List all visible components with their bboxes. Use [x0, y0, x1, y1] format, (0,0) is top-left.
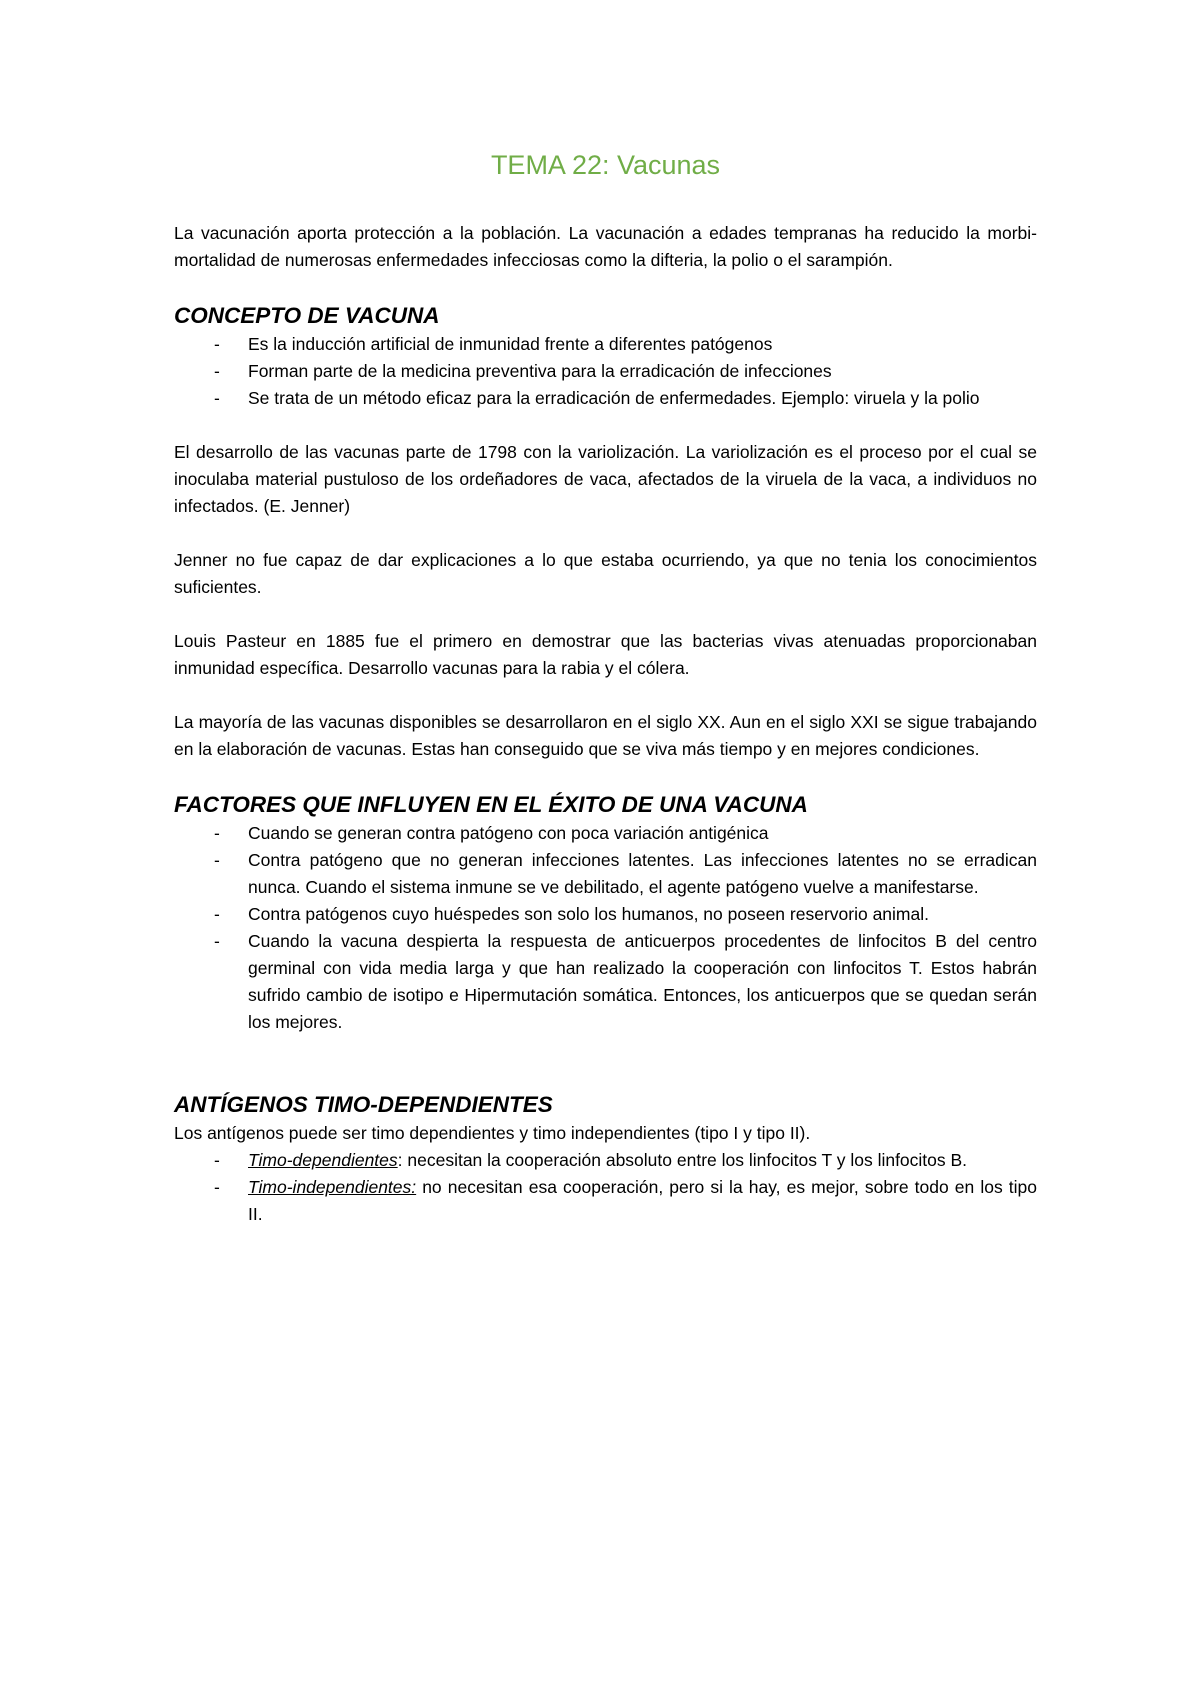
dash-bullet: - [214, 1150, 220, 1170]
list-item: - Se trata de un método eficaz para la erradicación de enfermedades. Ejemplo: viruela y la polio [174, 385, 1037, 412]
section-heading-factores: FACTORES QUE INFLUYEN EN EL ÉXITO DE UNA VACUNA [174, 792, 808, 817]
factores-list [174, 820, 1037, 1036]
section-heading-antigenos: ANTÍGENOS TIMO-DEPENDIENTES [174, 1092, 553, 1117]
dash-bullet: - [214, 361, 220, 381]
dash-bullet: - [214, 1177, 220, 1197]
list-item: - Timo-independientes: no necesitan esa cooperación, pero si la hay, es mejor, sobre todo en los tipo II. [174, 1174, 1037, 1228]
spacer [174, 274, 1037, 301]
list-item: - Cuando la vacuna despierta la respuesta de anticuerpos procedentes de linfocitos B del centro germinal con vida media larga y que han realizado la cooperación con linfocitos T. Estos habrán sufrido cambio de isotipo e Hipermutación somática. Entonces, los anticuerpos que se quedan serán los mejores. [174, 928, 1037, 1036]
dash-bullet: - [214, 388, 220, 408]
list-item: - Contra patógenos cuyo huéspedes son solo los humanos, no poseen reservorio animal. [174, 901, 1037, 928]
spacer [174, 601, 1037, 628]
concepto-list [174, 331, 1037, 412]
paragraph-jenner: Jenner no fue capaz de dar explicaciones a lo que estaba ocurriendo, ya que no tenia los conocimientos suficientes. [174, 550, 1037, 597]
spacer [174, 1063, 1037, 1090]
document-body [174, 148, 1037, 1228]
list-item: - Contra patógeno que no generan infecciones latentes. Las infecciones latentes no se erradican nunca. Cuando el sistema inmune se ve debilitado, el agente patógeno vuelve a manifestarse. [174, 847, 1037, 901]
dash-bullet: - [214, 334, 220, 354]
spacer [174, 682, 1037, 709]
paragraph-variolizacion: El desarrollo de las vacunas parte de 1798 con la variolización. La variolización es el proceso por el cual se inoculaba material pustuloso de los ordeñadores de vaca, afectados de la viruela de la vaca, a individuos no infectados. (E. Jenner) [174, 442, 1037, 516]
list-item: - Cuando se generan contra patógeno con poca variación antigénica [174, 820, 1037, 847]
term-timo-dependientes: Timo-dependientes [248, 1150, 398, 1170]
antigenos-intro: Los antígenos puede ser timo dependientes y timo independientes (tipo I y tipo II). [174, 1123, 811, 1143]
dash-bullet: - [214, 904, 220, 924]
dash-bullet: - [214, 850, 220, 870]
list-item: - Forman parte de la medicina preventiva para la erradicación de infecciones [174, 358, 1037, 385]
spacer [174, 520, 1037, 547]
list-item: - Timo-dependientes: necesitan la cooperación absoluto entre los linfocitos T y los linfocitos B. [174, 1147, 1037, 1174]
spacer [174, 763, 1037, 790]
page-title: TEMA 22: Vacunas [490, 150, 721, 180]
paragraph-pasteur: Louis Pasteur en 1885 fue el primero en demostrar que las bacterias vivas atenuadas proporcionaban inmunidad específica. Desarrollo vacunas para la rabia y el cólera. [174, 631, 1037, 678]
term-timo-independientes: Timo-independientes: [248, 1177, 417, 1197]
intro-paragraph: La vacunación aporta protección a la población. La vacunación a edades tempranas ha reducido la morbi-mortalidad de numerosas enfermedades infecciosas como la difteria, la polio o el sarampión. [174, 223, 1037, 270]
spacer [174, 1036, 1037, 1063]
list-item: - Es la inducción artificial de inmunidad frente a diferentes patógenos [174, 331, 1037, 358]
antigenos-list [174, 1147, 1037, 1228]
dash-bullet: - [214, 823, 220, 843]
paragraph-siglo-xx: La mayoría de las vacunas disponibles se desarrollaron en el siglo XX. Aun en el siglo XXI se sigue trabajando en la elaboración de vacunas. Estas han conseguido que se viva más tiempo y en mejores condiciones. [174, 712, 1037, 759]
section-heading-concepto: CONCEPTO DE VACUNA [174, 303, 440, 328]
dash-bullet: - [214, 931, 220, 951]
spacer [174, 412, 1037, 439]
